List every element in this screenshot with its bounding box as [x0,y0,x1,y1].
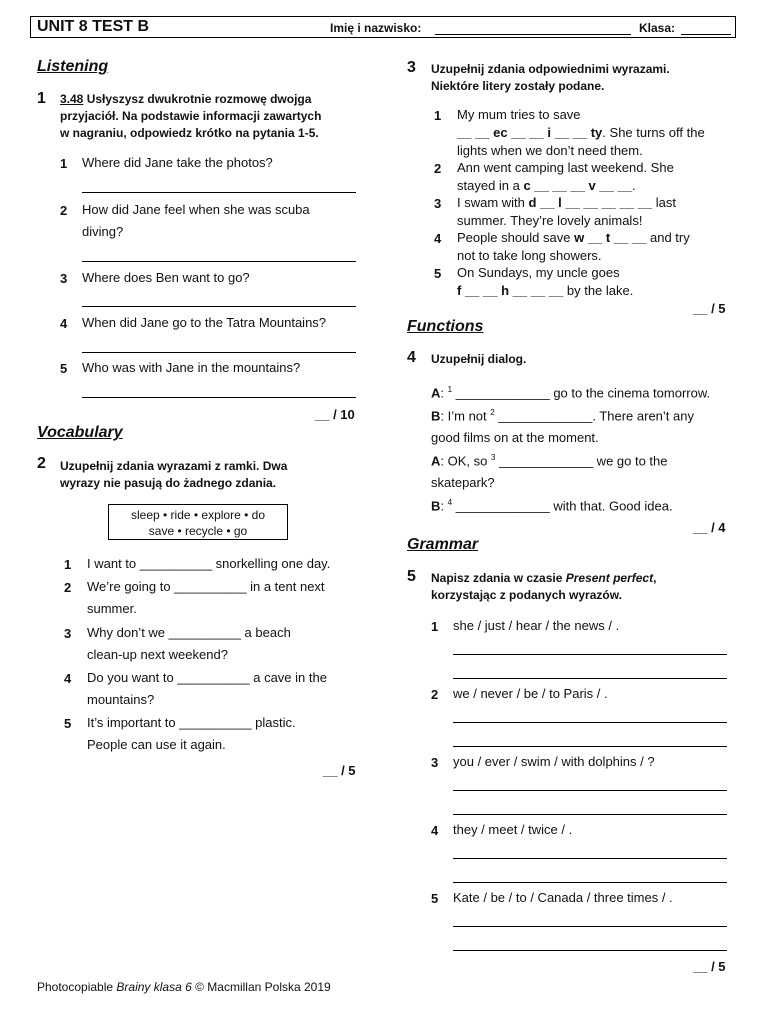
dialog-line-2: B: I’m not $^2$ _____________. There aren’t any good films on at the moment. [431,408,694,446]
question-text: Where did Jane take the photos? [82,155,273,170]
item-text: I swam with d __ l __ __ __ __ __ last summer. They’re lovely animals! [457,195,676,228]
item-number: 3 [64,626,72,641]
item-number: 5 [431,891,439,906]
dialog-gap[interactable]: _____________ [455,498,550,514]
exercise-5-instruction: Napisz zdania w czasie Present perfect, korzystając z podanych wyrazów. [431,571,657,602]
question-number: 2 [60,203,68,218]
letter-gap[interactable]: c __ __ __ v __ __ [523,178,632,193]
exercise-5-number: 5 [407,568,416,585]
item-number: 2 [64,580,72,595]
question-text: When did Jane go to the Tatra Mountains? [82,315,327,330]
section-listening: Listening [37,58,109,75]
item-number: 2 [431,687,439,702]
answer-line[interactable] [82,261,356,262]
exercise-3-number: 3 [407,59,416,76]
item-text: People should save w __ t __ __ and try not to take long showers. [457,230,690,263]
answer-line[interactable] [82,192,356,193]
answer-line[interactable] [453,654,727,655]
class-label: Klasa: [639,21,676,35]
dialog-line-3: A: OK, so $^3$ _____________ we go to the skatepark? [431,453,668,491]
letter-gap[interactable]: f __ __ h __ __ __ [457,283,564,298]
score-2: __ / 5 [323,763,356,778]
unit-title: UNIT 8 TEST B [37,18,150,35]
item-number: 4 [434,231,442,246]
answer-line[interactable] [453,722,727,723]
section-functions: Functions [407,318,484,335]
prompt-words: Kate / be / to / Canada / three times / . [453,890,673,905]
item-number: 4 [431,823,439,838]
item-text: On Sundays, my uncle goes f __ __ h __ __ __ by the lake. [457,265,634,298]
exercise-2-instruction: Uzupełnij zdania wyrazami z ramki. Dwa wyrazy nie pasują do żadnego zdania. [60,459,288,490]
question-number: 3 [60,271,68,286]
prompt-words: she / just / hear / the news / . [453,618,620,633]
question-text: Who was with Jane in the mountains? [82,360,301,375]
prompt-words: they / meet / twice / . [453,822,573,837]
name-field[interactable] [435,34,631,35]
score-5: __ / 5 [693,959,726,974]
letter-gap[interactable]: d __ l __ __ __ __ __ [528,195,653,210]
exercise-1-number: 1 [37,90,46,107]
item-text: Ann went camping last weekend. She stayed in a c __ __ __ v __ __. [457,160,674,193]
letter-gap[interactable]: w __ t __ __ [574,230,647,245]
answer-line[interactable] [453,950,727,951]
prompt-words: you / ever / swim / with dolphins / ? [453,754,655,769]
item-number: 1 [434,108,442,123]
item-number: 3 [434,196,442,211]
exercise-2-number: 2 [37,455,46,472]
item-number: 2 [434,161,442,176]
question-number: 5 [60,361,68,376]
dialog-gap[interactable]: _____________ [499,453,594,469]
item-number: 3 [431,755,439,770]
class-field[interactable] [681,34,731,35]
exercise-4-instruction: Uzupełnij dialog. [431,352,527,366]
dialog-line-4: B: $^4$ _____________ with that. Good idea. [431,498,673,514]
question-number: 4 [60,316,68,331]
question-text: How did Jane feel when she was scuba diving? [82,202,310,239]
name-label: Imię i nazwisko: [330,21,422,35]
item-text: I want to __________ snorkelling one day. [87,556,331,571]
track-number: 3.48 [60,92,84,106]
answer-line[interactable] [453,678,727,679]
item-number: 5 [64,716,72,731]
exercise-3-instruction: Uzupełnij zdania odpowiednimi wyrazami. Niektóre litery zostały podane. [431,62,670,93]
score-1: __ / 10 [315,407,355,422]
question-number: 1 [60,156,68,171]
answer-line[interactable] [453,746,727,747]
answer-line[interactable] [453,814,727,815]
section-grammar: Grammar [407,536,479,553]
question-text: Where does Ben want to go? [82,270,250,285]
header-bar [30,16,736,38]
item-text: My mum tries to save __ __ ec __ __ i __ __ ty. She turns off the lights when we don’t need them. [457,107,705,158]
item-number: 4 [64,671,72,686]
item-text: Do you want to __________ a cave in the mountains? [87,670,327,707]
section-vocabulary: Vocabulary [37,424,123,441]
score-3: __ / 5 [693,301,726,316]
dialog-gap[interactable]: _____________ [455,385,550,401]
prompt-words: we / never / be / to Paris / . [453,686,608,701]
letter-gap[interactable]: __ __ ec __ __ i __ __ ty [457,125,603,140]
item-text: Why don’t we __________ a beach clean-up next weekend? [87,625,291,662]
dialog-line-1: A: $^1$ _____________ go to the cinema tomorrow. [431,385,711,401]
dialog-gap[interactable]: _____________ [498,408,593,424]
exercise-4-number: 4 [407,349,416,366]
answer-line[interactable] [453,882,727,883]
answer-line[interactable] [82,306,356,307]
score-4: __ / 4 [693,520,726,535]
footer-copyright: Photocopiable Brainy klasa 6 © Macmillan Polska 2019 [37,980,331,994]
item-text: We’re going to __________ in a tent next summer. [87,579,325,616]
word-box: sleep • ride • explore • do save • recycle • go [108,504,288,540]
item-number: 5 [434,266,442,281]
exercise-1-instruction: 3.48 Usłyszysz dwukrotnie rozmowę dwojga przyjaciół. Na podstawie informacji zawartych w nagraniu, odpowiedz krótko na pytania 1-5. [60,92,322,140]
item-number: 1 [64,557,72,572]
answer-line[interactable] [82,352,356,353]
answer-line[interactable] [453,790,727,791]
item-text: It’s important to __________ plastic. People can use it again. [87,715,296,752]
item-number: 1 [431,619,439,634]
answer-line[interactable] [453,858,727,859]
answer-line[interactable] [453,926,727,927]
answer-line[interactable] [82,397,356,398]
